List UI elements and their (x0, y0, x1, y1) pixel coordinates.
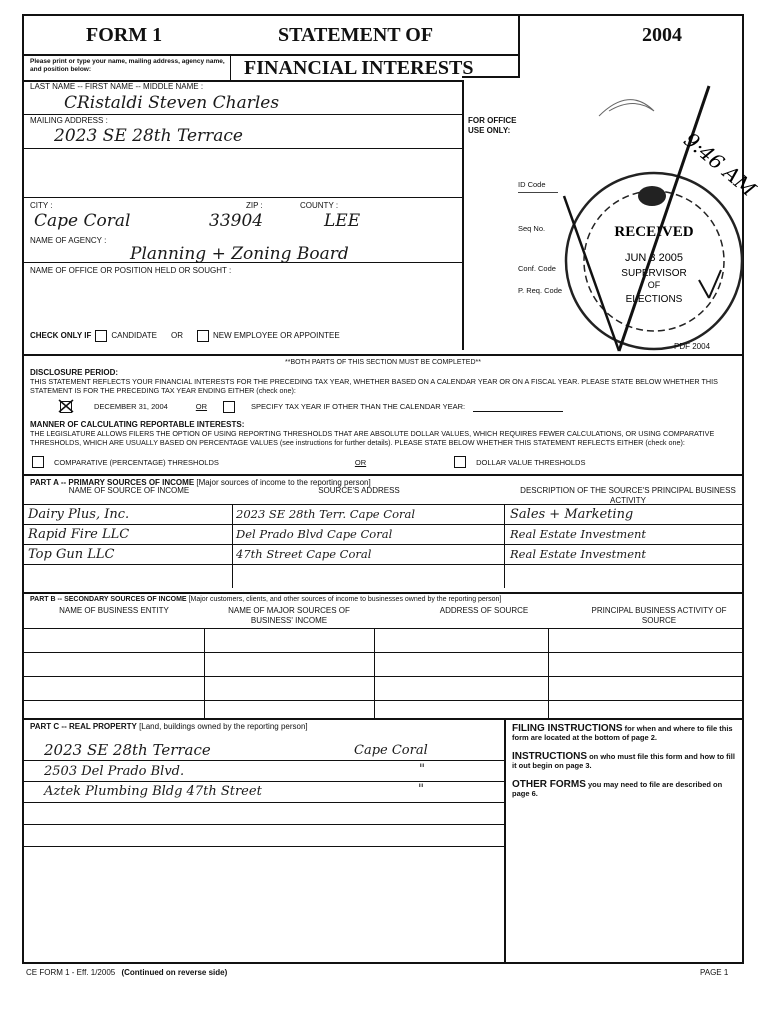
part-a-row3-address[interactable]: 47th Street Cape Coral (236, 547, 372, 561)
stamp-elections: ELECTIONS (625, 294, 683, 305)
comparative-checkbox[interactable] (32, 456, 44, 468)
filer-name[interactable]: CRistaldi Steven Charles (64, 93, 280, 113)
december-checkbox[interactable] (60, 401, 72, 413)
part-c-row2-right[interactable]: " (419, 762, 425, 777)
office-label: NAME OF OFFICE OR POSITION HELD OR SOUGHT : (30, 266, 232, 275)
specify-checkbox[interactable] (223, 401, 235, 413)
filing-text: for when and where to file this form are located at the bottom of page 2. (512, 724, 733, 742)
manner-or: OR (354, 457, 367, 467)
part-c-row3-right[interactable]: " (418, 782, 424, 797)
new-employee-label: NEW EMPLOYEE OR APPOINTEE (212, 331, 340, 340)
manner-text: THE LEGISLATURE ALLOWS FILERS THE OPTION OF USING REPORTING THRESHOLDS THAT ARE ABSOLUTE DOLLAR VALUES, WHICH REQUIRES FEWER CALCULATIONS, OR USING COMPARATIVE THRESHOLDS, WHICH ARE USUALLY BASED ON PERCENTAGE VALUES (see instructions for further details). PLEASE STATE BELOW WHETHER THIS STATEMENT REFLECTS EITHER (check one): (30, 429, 715, 447)
title-line1: STATEMENT OF (278, 24, 434, 46)
part-a-row1-address[interactable]: 2023 SE 28th Terr. Cape Coral (236, 507, 416, 521)
check-or-label: OR (170, 331, 183, 340)
stamp-supervisor: SUPERVISOR (621, 268, 687, 279)
stamp-of: OF (647, 280, 661, 290)
city-value[interactable]: Cape Coral (34, 211, 131, 231)
check-row (30, 330, 340, 342)
part-c-heading-row (30, 722, 308, 732)
other-text: you may need to file are described on page 6. (512, 780, 723, 798)
part-b-col1: NAME OF BUSINESS ENTITY (59, 606, 169, 615)
filing-head: FILING INSTRUCTIONS (512, 723, 623, 734)
part-b-note: [Major customers, clients, and other sources of income to businesses owned by the reporting person] (188, 596, 502, 603)
period-text: THIS STATEMENT REFLECTS YOUR FINANCIAL INTERESTS FOR THE PRECEDING TAX YEAR, WHETHER BASED ON A CALENDAR YEAR OR ON A FISCAL YEAR. PLEASE STATE BELOW WHETHER THIS STATEMENT IS FOR THE PRECEDING TAX YEAR ENDING EITHER (check one): (30, 377, 718, 395)
p-req-label: P. Req. Code (518, 286, 563, 295)
part-a-row2-address[interactable]: Del Prado Blvd Cape Coral (236, 527, 393, 541)
county-label: COUNTY : (300, 201, 339, 210)
part-a-heading: PART A -- PRIMARY SOURCES OF INCOME (30, 478, 195, 487)
manner-options (32, 456, 585, 468)
instr-text: on who must file this form and how to fill it out begin on page 3. (512, 752, 735, 770)
part-c-row1-left[interactable]: 2023 SE 28th Terrace (44, 741, 211, 759)
form-year: 2004 (642, 24, 682, 46)
period-options (60, 401, 563, 413)
part-a-col3: DESCRIPTION OF THE SOURCE'S PRINCIPAL BUSINESS ACTIVITY (520, 486, 736, 505)
part-c-row2-left[interactable]: 2503 Del Prado Blvd. (44, 764, 185, 779)
december-label: DECEMBER 31, 2004 (94, 402, 168, 411)
part-a-note: [Major sources of income to the reporting person] (196, 478, 371, 487)
x-mark-icon (58, 399, 74, 413)
both-parts-note: **BOTH PARTS OF THIS SECTION MUST BE COMPLETED** (285, 359, 481, 366)
instr-head: INSTRUCTIONS (512, 751, 587, 762)
stamp-check-mark (564, 196, 619, 351)
specify-field[interactable] (473, 403, 563, 412)
part-a-row1-activity[interactable]: Sales + Marketing (510, 507, 634, 522)
comparative-label: COMPARATIVE (PERCENTAGE) THRESHOLDS (54, 457, 219, 467)
id-code-label: ID Code (518, 180, 546, 189)
candidate-checkbox[interactable] (95, 330, 107, 342)
check-only-label: CHECK ONLY IF (30, 331, 92, 340)
print-instructions: Please print or type your name, mailing address, agency name, and position below: (30, 58, 225, 73)
part-b-heading: PART B -- SECONDARY SOURCES OF INCOME (30, 596, 187, 603)
zip-label: ZIP : (246, 201, 263, 210)
office-use-label: FOR OFFICE USE ONLY: (468, 116, 517, 135)
footer-form-code: CE FORM 1 - Eff. 1/2005 (26, 968, 116, 977)
period-heading: DISCLOSURE PERIOD: (30, 368, 119, 377)
footer-left (26, 968, 227, 978)
part-b-col3: ADDRESS OF SOURCE (439, 606, 529, 615)
agency-value[interactable]: Planning + Zoning Board (130, 244, 349, 264)
part-b-col4: PRINCIPAL BUSINESS ACTIVITY OF SOURCE (591, 606, 727, 625)
zip-value[interactable]: 33904 (209, 211, 264, 231)
other-head: OTHER FORMS (512, 779, 586, 790)
stamp-slash-mark (619, 86, 709, 351)
city-label: CITY : (30, 201, 53, 210)
filing-instructions (512, 724, 736, 798)
part-b-col2: NAME OF MAJOR SOURCES OF BUSINESS' INCOME (228, 606, 350, 625)
conf-code-label: Conf. Code (518, 264, 556, 273)
mailing-address[interactable]: 2023 SE 28th Terrace (54, 126, 243, 146)
stamp-seal-icon (638, 186, 666, 206)
part-c-row1-right[interactable]: Cape Coral (354, 743, 428, 758)
manner-heading: MANNER OF CALCULATING REPORTABLE INTERESTS: (30, 420, 245, 429)
pdf-code: PDF 2004 (674, 342, 711, 351)
form-label: FORM 1 (86, 24, 163, 46)
agency-label: NAME OF AGENCY : (30, 236, 107, 245)
mailing-address-label: MAILING ADDRESS : (30, 116, 108, 125)
part-a-col2: SOURCE'S ADDRESS (318, 486, 400, 495)
period-or: OR (195, 402, 208, 411)
stamp-arrow-icon (699, 270, 721, 298)
county-value[interactable]: LEE (324, 211, 361, 231)
part-c-row3-left[interactable]: Aztek Plumbing Bldg 47th Street (44, 784, 262, 799)
part-c-heading: PART C -- REAL PROPERTY (30, 722, 137, 731)
title-line2: FINANCIAL INTERESTS (244, 57, 474, 79)
part-a-row3-activity[interactable]: Real Estate Investment (510, 547, 647, 561)
form-sheet (22, 14, 761, 964)
stamp-scribble (599, 100, 654, 116)
part-a-row2-activity[interactable]: Real Estate Investment (510, 527, 647, 541)
footer-page: PAGE 1 (700, 968, 729, 977)
specify-label: SPECIFY TAX YEAR IF OTHER THAN THE CALENDAR YEAR: (251, 402, 466, 411)
footer-continued: (Continued on reverse side) (121, 968, 228, 977)
seq-no-label: Seq No. (518, 224, 546, 233)
stamp-date: JUN 3 2005 (624, 252, 684, 264)
received-stamp (504, 76, 761, 346)
name-label: LAST NAME -- FIRST NAME -- MIDDLE NAME : (30, 82, 204, 91)
stamp-received: RECEIVED (614, 224, 694, 240)
part-c-note: [Land, buildings owned by the reporting person] (139, 722, 308, 731)
candidate-label: CANDIDATE (111, 331, 157, 340)
dollar-checkbox[interactable] (454, 456, 466, 468)
stamp-time: 9:46 AM (679, 127, 761, 202)
part-a-col1: NAME OF SOURCE OF INCOME (68, 486, 190, 495)
part-a-row2-name[interactable]: Rapid Fire LLC (28, 527, 130, 542)
new-employee-checkbox[interactable] (197, 330, 209, 342)
part-a-row1-name[interactable]: Dairy Plus, Inc. (28, 507, 130, 522)
part-b-heading-row (30, 596, 501, 603)
part-a-row3-name[interactable]: Top Gun LLC (28, 547, 115, 562)
dollar-label: DOLLAR VALUE THRESHOLDS (476, 457, 586, 467)
